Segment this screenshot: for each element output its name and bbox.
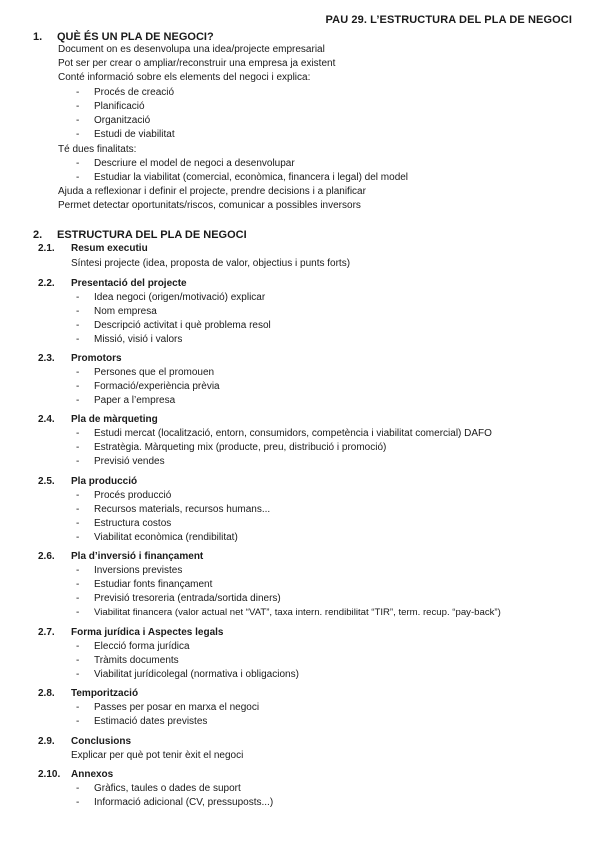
paragraph-line: Conté informació sobre els elements del negoci i explica: xyxy=(58,72,311,83)
list-item: - Previsió vendes xyxy=(76,456,165,467)
list-item: - Persones que el promouen xyxy=(76,367,215,378)
section-number: 1. xyxy=(33,31,43,43)
subsection-heading: 2.3. Promotors xyxy=(38,353,122,364)
list-item: - Gràfics, taules o dades de suport xyxy=(76,783,241,794)
section-2-heading xyxy=(33,229,247,241)
list-item: - Estratègia. Màrqueting mix (producte, preu, distribució i promoció) xyxy=(76,442,387,453)
list-item: - Estructura costos xyxy=(76,518,172,529)
subsection-heading: 2.4. Pla de màrqueting xyxy=(38,414,158,425)
subsection-heading: 2.5. Pla producció xyxy=(38,476,138,487)
list-item: - Descripció activitat i què problema resol xyxy=(76,320,271,331)
list-item: - Previsió tresoreria (entrada/sortida diners) xyxy=(76,593,281,604)
list-item: - Informació adicional (CV, pressuposts...) xyxy=(76,797,274,808)
list-item: - Idea negoci (origen/motivació) explicar xyxy=(76,292,266,303)
page-title: PAU 29. L’ESTRUCTURA DEL PLA DE NEGOCI xyxy=(325,14,572,26)
section-1-heading xyxy=(33,31,214,43)
subsection-description: Síntesi projecte (idea, proposta de valor, objectius i punts forts) xyxy=(71,258,351,269)
subsection-heading: 2.7. Forma jurídica i Aspectes legals xyxy=(38,627,224,638)
section-title: ESTRUCTURA DEL PLA DE NEGOCI xyxy=(57,229,247,241)
list-item: - Passes per posar en marxa el negoci xyxy=(76,702,260,713)
subsection-heading: 2.10. Annexos xyxy=(38,769,114,780)
paragraph-line: Ajuda a reflexionar i definir el projecte, prendre decisions i a planificar xyxy=(58,186,366,197)
subsection-heading: 2.9. Conclusions xyxy=(38,736,132,747)
list-item: - Estudi de viabilitat xyxy=(76,129,175,140)
list-item: - Missió, visió i valors xyxy=(76,334,183,345)
list-item: - Recursos materials, recursos humans... xyxy=(76,504,271,515)
subsection-heading: 2.2. Presentació del projecte xyxy=(38,278,187,289)
list-item: - Procés producció xyxy=(76,490,172,501)
list-item: - Estudiar fonts finançament xyxy=(76,579,213,590)
list-item: - Estudi mercat (localització, entorn, consumidors, competència i viabilitat comercial) DAFO xyxy=(76,428,492,439)
list-item: - Procés de creació xyxy=(76,87,175,98)
subsection-description: Explicar per què pot tenir èxit el negoci xyxy=(71,750,244,761)
list-item: - Elecció forma jurídica xyxy=(76,641,190,652)
list-item: - Estimació dates previstes xyxy=(76,716,208,727)
list-item: - Viabilitat econòmica (rendibilitat) xyxy=(76,532,238,543)
subsection-heading: 2.1. Resum executiu xyxy=(38,243,148,254)
list-item: - Inversions previstes xyxy=(76,565,183,576)
list-item: - Paper a l’empresa xyxy=(76,395,176,406)
paragraph-line: Té dues finalitats: xyxy=(58,144,137,155)
list-item: - Nom empresa xyxy=(76,306,157,317)
list-item: - Formació/experiència prèvia xyxy=(76,381,220,392)
list-item: - Tràmits documents xyxy=(76,655,179,666)
section-title: QUÈ ÉS UN PLA DE NEGOCI? xyxy=(57,31,214,43)
paragraph-line: Document on es desenvolupa una idea/projecte empresarial xyxy=(58,44,325,55)
list-item: - Estudiar la viabilitat (comercial, econòmica, financera i legal) del model xyxy=(76,172,409,183)
paragraph-line: Permet detectar oportunitats/riscos, comunicar a possibles inversors xyxy=(58,200,361,211)
list-item: - Planificació xyxy=(76,101,145,112)
paragraph-line: Pot ser per crear o ampliar/reconstruir una empresa ja existent xyxy=(58,58,336,69)
list-item: - Viabilitat financera (valor actual net “VAT”, taxa intern. rendibilitat “TIR”, term. recup. “pay-back”) xyxy=(76,607,501,618)
subsection-heading: 2.6. Pla d’inversió i finançament xyxy=(38,551,204,562)
section-number: 2. xyxy=(33,229,43,241)
list-item: - Viabilitat jurídicolegal (normativa i obligacions) xyxy=(76,669,299,680)
list-item: - Organització xyxy=(76,115,151,126)
list-item: - Descriure el model de negoci a desenvolupar xyxy=(76,158,295,169)
subsection-heading: 2.8. Temporització xyxy=(38,688,139,699)
